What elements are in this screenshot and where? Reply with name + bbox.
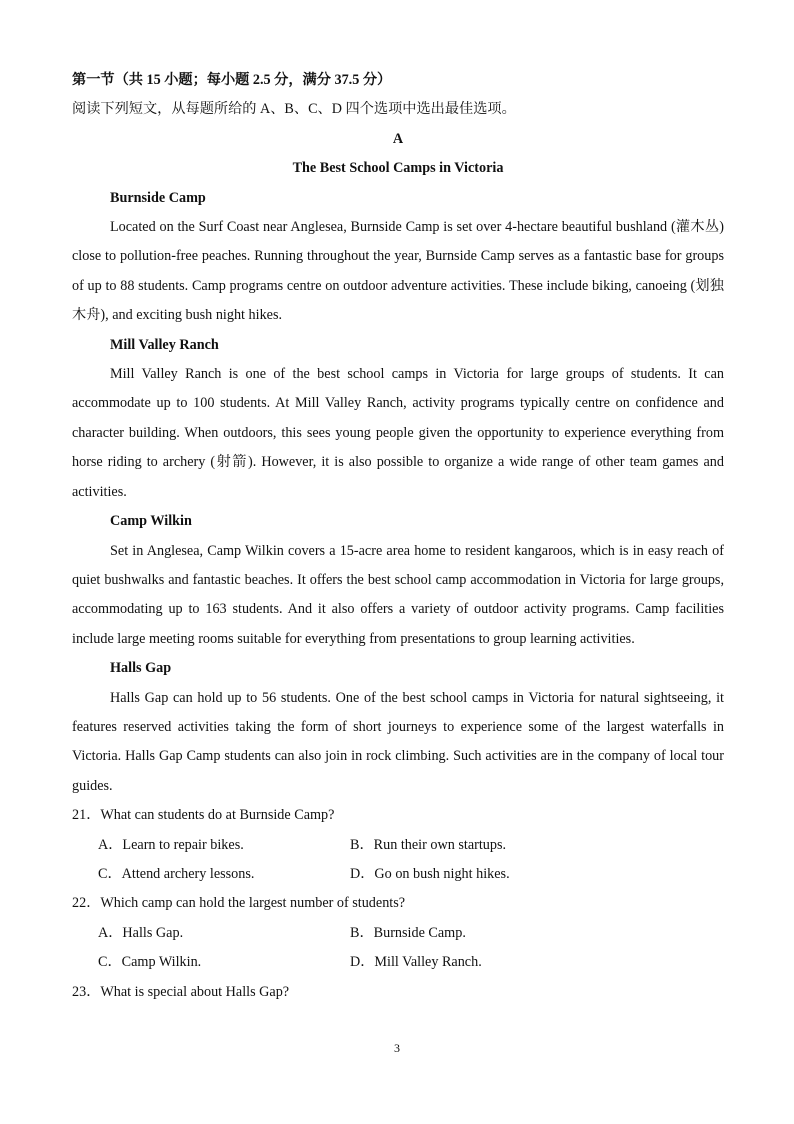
option-21-d: D．Go on bush night hikes. xyxy=(350,865,510,882)
option-21-c: C．Attend archery lessons. xyxy=(98,865,255,882)
question-21-options-row-2 xyxy=(72,860,724,889)
question-22: 22．Which camp can hold the largest number of students? xyxy=(72,895,406,912)
option-22-b: B．Burnside Camp. xyxy=(350,924,466,941)
camp-paragraph-burnside: Located on the Surf Coast near Anglesea, Burnside Camp is set over 4-hectare beautiful bushland (灌木丛) close to pollution-free peaches. Running throughout the year, Burnside Camp serves as a fantastic base for groups of up to 88 students. Camp programs centre on outdoor adventure activities. These include biking, canoeing (划独木舟), and exciting bush night hikes. xyxy=(72,219,724,324)
question-21-options-row-1 xyxy=(72,831,724,860)
option-22-d: D．Mill Valley Ranch. xyxy=(350,954,482,971)
section-title: 第一节（共 15 小题；每小题 2.5 分，满分 37.5 分） xyxy=(72,72,392,88)
camp-paragraph-mill-valley: Mill Valley Ranch is one of the best school camps in Victoria for large groups of students. It can accommodate up to 100 students. At Mill Valley Ranch, activity programs typically centre on confidence and character building. When outdoors, this sees young people given the opportunity to experience everything from horse riding to archery (射箭). However, it is also possible to organize a wide range of other team games and activities. xyxy=(72,366,724,500)
question-22-options-row-2 xyxy=(72,948,724,977)
question-23: 23．What is special about Halls Gap? xyxy=(72,983,290,1000)
camp-heading-burnside: Burnside Camp xyxy=(110,189,206,206)
option-22-c: C．Camp Wilkin. xyxy=(98,954,202,971)
camp-paragraph-wilkin: Set in Anglesea, Camp Wilkin covers a 15-acre area home to resident kangaroos, which is in easy reach of quiet bushwalks and fantastic beaches. It offers the best school camp accommodation in Victoria for large groups, accommodating up to 163 students. And it also offers a variety of outdoor activity programs. Camp facilities include large meeting rooms suitable for everything from presentations to group learning activities. xyxy=(72,542,724,647)
camp-heading-halls-gap: Halls Gap xyxy=(110,660,172,677)
page-number: 3 xyxy=(394,1041,400,1055)
camp-heading-mill-valley: Mill Valley Ranch xyxy=(110,336,219,353)
camp-paragraph-halls-gap: Halls Gap can hold up to 56 students. One of the best school camps in Victoria for natural sightseeing, it features reserved activities taking the form of short journeys to experience some of the largest waterfalls in Victoria. Halls Gap Camp students can also join in rock climbing. Such activities are in the company of local tour guides. xyxy=(72,689,724,794)
option-21-a: A．Learn to repair bikes. xyxy=(98,836,244,853)
option-21-b: B．Run their own startups. xyxy=(350,836,507,853)
section-instruction: 阅读下列短文，从每题所给的 A、B、C、D 四个选项中选出最佳选项。 xyxy=(72,101,516,118)
passage-letter: A xyxy=(392,130,404,147)
question-21: 21．What can students do at Burnside Camp? xyxy=(72,807,335,824)
question-22-options-row-1 xyxy=(72,919,724,948)
camp-heading-wilkin: Camp Wilkin xyxy=(110,513,192,530)
option-22-a: A．Halls Gap. xyxy=(98,924,184,941)
exam-page xyxy=(72,66,724,1007)
passage-title: The Best School Camps in Victoria xyxy=(292,160,504,177)
